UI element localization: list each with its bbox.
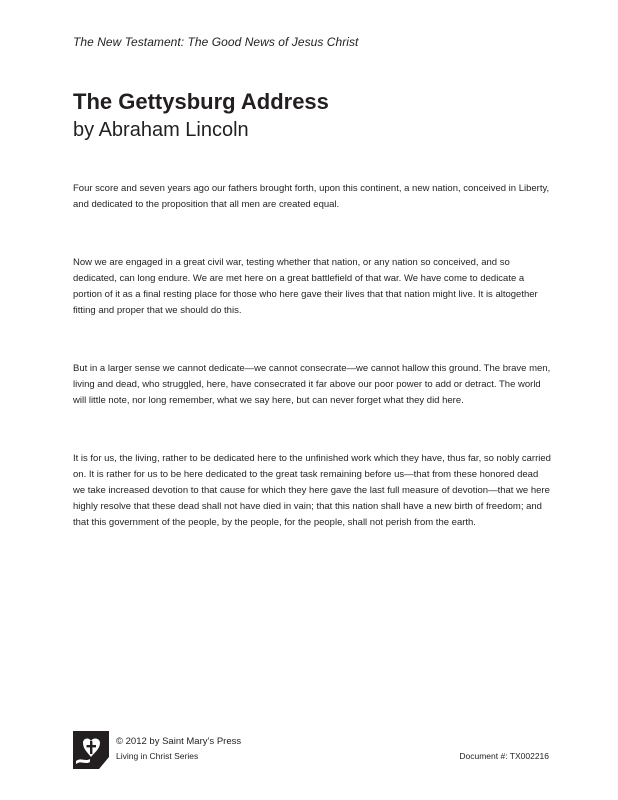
paragraph-1: Four score and seven years ago our fathers brought forth, upon this continent, a new nation, conceived in Liberty, and dedicated to the proposition that all men are created equal. bbox=[73, 183, 550, 210]
publisher-logo-icon bbox=[73, 731, 109, 769]
running-header: The New Testament: The Good News of Jesus Christ bbox=[73, 35, 359, 49]
author-byline: by Abraham Lincoln bbox=[73, 119, 249, 141]
document-number: Document #: TX002216 bbox=[459, 751, 549, 761]
copyright-notice: © 2012 by Saint Mary’s Press bbox=[116, 736, 242, 747]
footer-publisher-info bbox=[116, 734, 241, 764]
page-title: The Gettysburg Address bbox=[73, 89, 329, 114]
body-text bbox=[73, 181, 553, 573]
paragraph-3: But in a larger sense we cannot dedicate—we cannot consecrate—we cannot hallow this ground. The brave men, living and dead, who struggled, here, have consecrated it far above our poor power to add or detract. The world will little note, nor long remember, what we say here, but can never forget what they did here. bbox=[73, 363, 551, 406]
paragraph-2: Now we are engaged in a great civil war, testing whether that nation, or any nation so conceived, and so dedicated, can long endure. We are met here on a great battlefield of that war. We have come to dedicate a portion of it as a final resting place for those who here gave their lives that that nation might live. It is altogether fitting and proper that we should do this. bbox=[73, 257, 538, 316]
paragraph-4: It is for us, the living, rather to be dedicated here to the unfinished work which they have, thus far, so nobly carried on. It is rather for us to be here dedicated to the great task remaining before us—that from these honored dead we take increased devotion to that cause for which they here gave the last full measure of devotion—that we here highly resolve that these dead shall not have died in vain; that this nation shall have a new birth of freedom; and that this government of the people, by the people, for the people, shall not perish from the earth. bbox=[73, 453, 551, 528]
series-name: Living in Christ Series bbox=[116, 751, 199, 761]
